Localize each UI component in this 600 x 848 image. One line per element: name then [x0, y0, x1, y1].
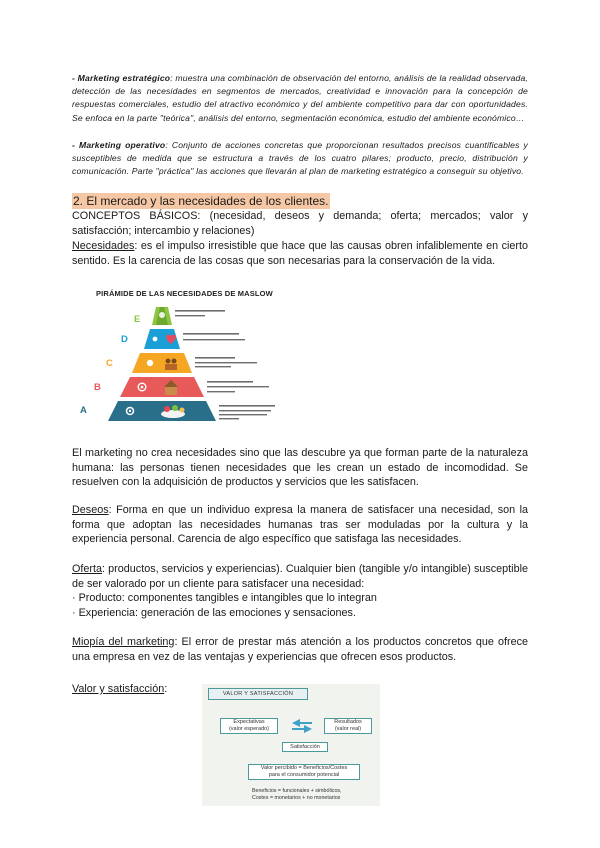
level-letter-c: C [106, 358, 113, 369]
offer-paragraph [72, 562, 528, 591]
exchange-arrows-icon [290, 718, 314, 734]
offer-text: : productos, servicios y experiencias). Cualquier bien (tangible y/o intangible) susceptible de ser valorado por un cliente para satisfacer una necesidad: [72, 563, 528, 590]
myopia-paragraph [72, 635, 528, 664]
level-letter-b: B [94, 382, 101, 393]
offer-bullet-experience: · Experiencia: generación de las emociones y sensaciones. [72, 607, 356, 619]
expectations-label: Expectativas [233, 719, 265, 725]
value-satisfaction-diagram [202, 684, 380, 806]
desires-paragraph [72, 503, 528, 547]
perceived-value-box [248, 764, 360, 780]
house-icon-body [165, 387, 177, 395]
section-heading: 2. El mercado y las necesidades de los clientes. [73, 194, 329, 208]
level-letter-e: E [134, 314, 141, 325]
myopia-term: Miopía del marketing [72, 636, 175, 648]
food-lettuce [172, 405, 178, 411]
diagram-title: VALOR Y SATISFACCIÓN [208, 688, 308, 700]
operative-marketing-paragraph [72, 139, 528, 179]
maslow-title: PIRÁMIDE DE LAS NECESIDADES DE MASLOW [96, 289, 273, 298]
perceived-value-sub: para el consumidor potencial [268, 771, 340, 778]
offer-bullet-product: · Producto: componentes tangibles e intangibles que lo integran [72, 592, 377, 604]
results-label: Resultados [334, 719, 362, 725]
expectations-sub: (valor esperado) [228, 725, 270, 732]
desires-term: Deseos [72, 504, 109, 516]
results-sub: (valor real) [334, 725, 362, 732]
level-letter-a: A [80, 405, 87, 416]
food-tomato [164, 406, 170, 412]
results-box [324, 718, 372, 734]
pyramid-level-b [120, 377, 204, 397]
people-icon-body [165, 364, 177, 370]
level-letter-d: D [121, 334, 128, 345]
benefits-footnote: Beneficios = funcionales + simbólicos, [252, 788, 342, 794]
people-icon [166, 359, 171, 364]
food-bread [180, 408, 185, 413]
value-label [72, 682, 192, 697]
person-summit-icon [159, 312, 165, 318]
costs-footnote: Costes = monetarios + no monetarios [252, 795, 341, 801]
offer-term: Oferta [72, 563, 103, 575]
people-icon-b [172, 359, 177, 364]
value-term: Valor y satisfacción [72, 683, 165, 695]
pyramid-level-c [132, 353, 192, 373]
value-colon: : [164, 683, 168, 695]
strategic-text: : muestra una combinación de observación del entorno, análisis de la realidad observada, detección de las necesidades en segmentos de mercados, creatividad e innovación para la concepción de respuestas comerciales, estudio del atractivo económico y del ambiente competitivo para dar con oportunidades. Se enfoca en la parte "teórica", análisis del entorno, segmentación económica, estudio del ambiente económico… [72, 73, 528, 123]
expectations-box [220, 718, 278, 734]
marketing-needs-paragraph: El marketing no crea necesidades sino que las descubre ya que forman parte de la naturaleza humana: las personas tienen necesidades que les crean un estado de incomodidad. Se resuelven con la adquisición de productos y servicios que les satisfacen. [72, 447, 528, 489]
heart-hands-icon-a [153, 337, 158, 342]
needs-term: Necesidades [72, 240, 135, 252]
maslow-pyramid [76, 287, 298, 425]
operative-text: : Conjunto de acciones concretas que proporcionan resultados precisos cuantificables y susceptibles de medida que se estructura a través de los cuatro pilares; producto, precio, distribución y comunicación. Parte "práctica" las acciones que llevarán al plan de marketing estratégico a conseguir su objetivo. [72, 140, 528, 177]
pyramid-level-a [108, 401, 216, 421]
people-icon-circle [147, 360, 153, 366]
strategic-marketing-paragraph [72, 72, 528, 125]
myopia-text: : El error de prestar más atención a los productos concretos que ofrece una empresa en vez de las ventajas y experiencias que ofrecen esos productos. [72, 636, 528, 663]
needs-text: : es el impulso irresistible que hace que las causas obren infaliblemente en cierto sentido. Es la carencia de las cosas que son necesarias para la conservación de la vida. [72, 240, 528, 267]
gear-icon-center [129, 410, 131, 412]
strategic-label: - Marketing estratégico [72, 73, 171, 83]
concepts-paragraph: CONCEPTOS BÁSICOS: (necesidad, deseos y demanda; oferta; mercados; valor y satisfacción; intercambio y relaciones) [72, 210, 528, 237]
needs-paragraph [72, 239, 528, 268]
desires-text: : Forma en que un individuo expresa la manera de satisfacer una necesidad, son la forma que adoptan las necesidades humanas tras ser moduladas por la cultura y la experiencia personal. Carencia de algo específico que satisfaga las necesidades. [72, 504, 528, 546]
target-icon-center [141, 386, 144, 389]
perceived-value-formula: Valor percibido = Beneficios/Costes [260, 765, 348, 771]
satisfaction-box: Satisfacción [282, 742, 328, 752]
operative-label: - Marketing operativo [72, 140, 166, 150]
